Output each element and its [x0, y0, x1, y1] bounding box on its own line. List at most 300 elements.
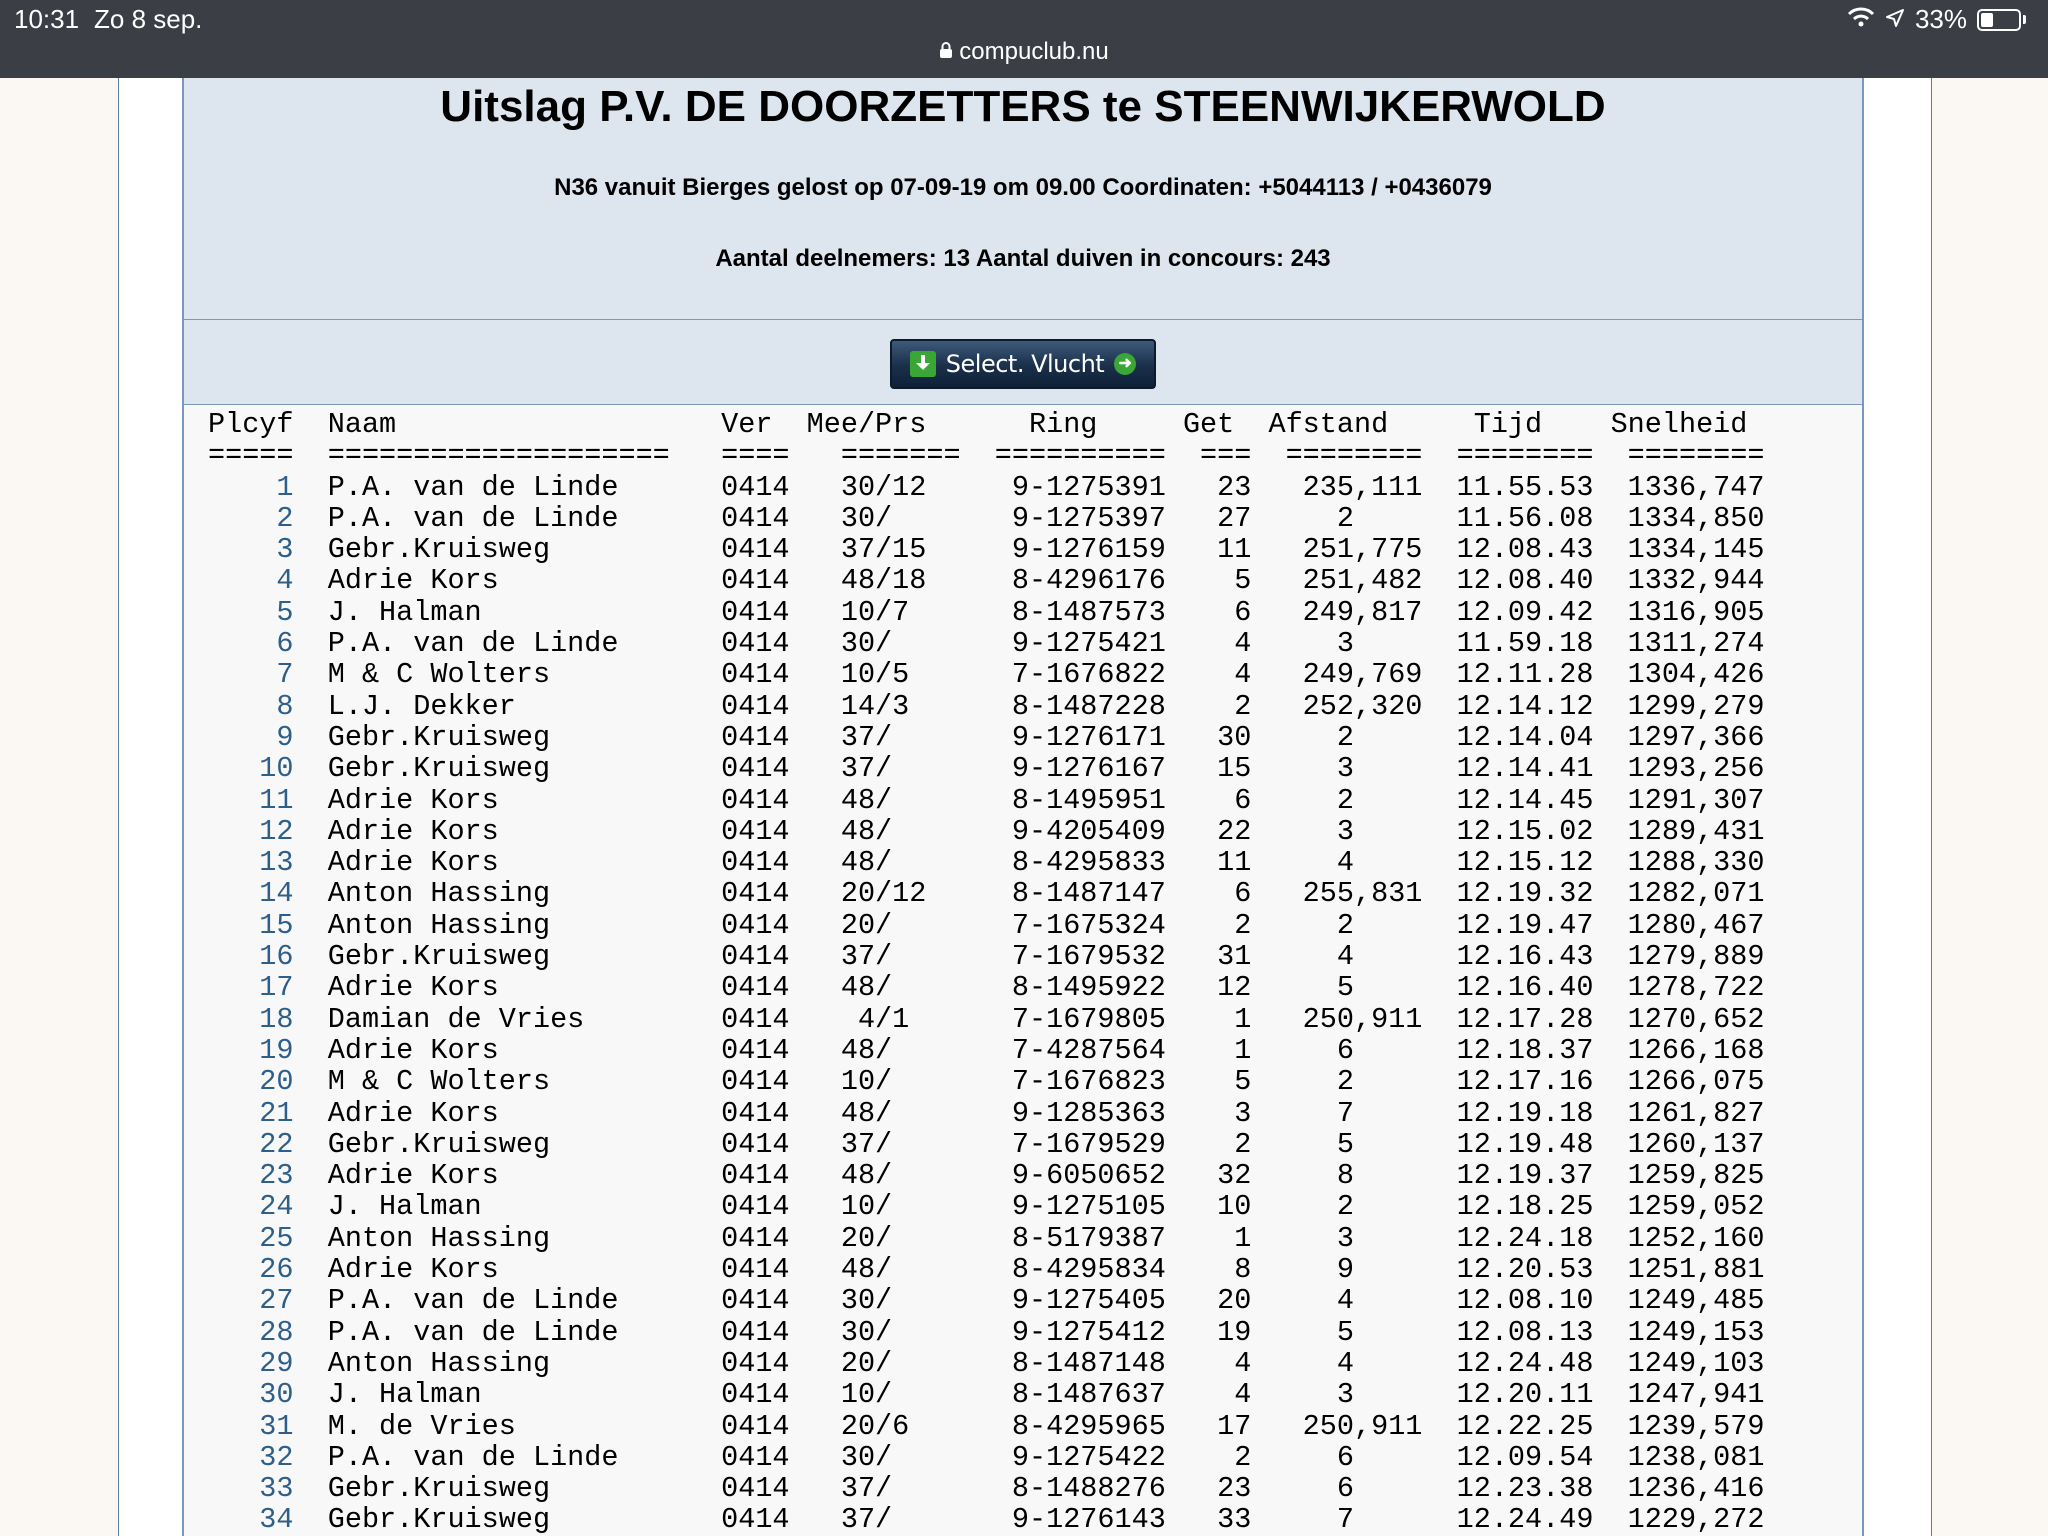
fancier-name: J. Halman — [327, 595, 670, 629]
club-number: 0414 — [721, 1190, 790, 1224]
club-number: 0414 — [721, 752, 790, 786]
entries-prizes: 4/1 — [823, 1002, 961, 1036]
marked-count: 6 — [1200, 595, 1252, 629]
club-number: 0414 — [721, 1002, 790, 1036]
speed: 1259,825 — [1627, 1159, 1765, 1193]
marked-count: 22 — [1200, 814, 1252, 848]
entries-prizes: 10/ — [823, 1190, 961, 1224]
table-header-row — [208, 408, 1747, 441]
table-row — [208, 1441, 1765, 1474]
header-separator: ======== — [1285, 439, 1423, 473]
fancier-name: Gebr.Kruisweg — [327, 752, 670, 786]
table-row — [208, 596, 1765, 629]
fancier-name: P.A. van de Linde — [327, 1440, 670, 1474]
entries-prizes: 37/15 — [823, 533, 961, 567]
distance: 8 — [1285, 1159, 1423, 1193]
club-number: 0414 — [721, 940, 790, 974]
arrival-time: 12.22.25 — [1456, 1409, 1594, 1443]
arrival-time: 12.14.41 — [1456, 752, 1594, 786]
entries-prizes: 37/ — [823, 1503, 961, 1536]
entries-prizes: 37/ — [823, 720, 961, 754]
fancier-name: P.A. van de Linde — [327, 1284, 670, 1318]
distance: 249,769 — [1285, 658, 1423, 692]
table-row — [208, 1347, 1765, 1380]
status-bar — [0, 0, 2048, 78]
entries-prizes: 48/ — [823, 971, 961, 1005]
speed: 1229,272 — [1627, 1503, 1765, 1536]
club-number: 0414 — [721, 533, 790, 567]
ring-number: 9-1276171 — [994, 720, 1166, 754]
ring-number: 9-4205409 — [994, 814, 1166, 848]
fancier-name: J. Halman — [327, 1378, 670, 1412]
club-number: 0414 — [721, 1409, 790, 1443]
column-header: Ver — [721, 408, 773, 441]
participant-counts: Aantal deelnemers: 13 Aantal duiven in concours: 243 — [715, 245, 1331, 272]
ring-number: 8-4295833 — [994, 846, 1166, 880]
club-number: 0414 — [721, 501, 790, 535]
club-number: 0414 — [721, 1159, 790, 1193]
arrival-time: 12.19.48 — [1456, 1127, 1594, 1161]
arrival-time: 12.18.25 — [1456, 1190, 1594, 1224]
speed: 1291,307 — [1627, 783, 1765, 817]
speed: 1299,279 — [1627, 689, 1765, 723]
header-separator: ======= — [823, 439, 961, 473]
speed: 1247,941 — [1627, 1378, 1765, 1412]
distance: 3 — [1285, 1378, 1423, 1412]
arrow-right-icon: ➜ — [1114, 353, 1136, 375]
marked-count: 4 — [1200, 1378, 1252, 1412]
address-bar[interactable] — [0, 38, 2048, 66]
entries-prizes: 30/12 — [823, 470, 961, 504]
club-number: 0414 — [721, 627, 790, 661]
speed: 1336,747 — [1627, 470, 1765, 504]
button-bar — [182, 320, 1864, 406]
table-row — [208, 1065, 1765, 1098]
marked-count: 2 — [1200, 689, 1252, 723]
arrival-time: 12.23.38 — [1456, 1472, 1594, 1506]
fancier-name: Gebr.Kruisweg — [327, 533, 670, 567]
fancier-name: Adrie Kors — [327, 1159, 670, 1193]
table-row — [208, 1284, 1765, 1317]
marked-count: 10 — [1200, 1190, 1252, 1224]
ring-number: 8-1487573 — [994, 595, 1166, 629]
marked-count: 17 — [1200, 1409, 1252, 1443]
speed: 1238,081 — [1627, 1440, 1765, 1474]
marked-count: 1 — [1200, 1033, 1252, 1067]
entries-prizes: 48/ — [823, 1033, 961, 1067]
club-number: 0414 — [721, 846, 790, 880]
entries-prizes: 20/6 — [823, 1409, 961, 1443]
ring-number: 9-1285363 — [994, 1096, 1166, 1130]
distance: 4 — [1285, 1346, 1423, 1380]
club-number: 0414 — [721, 877, 790, 911]
entries-prizes: 20/12 — [823, 877, 961, 911]
fancier-name: L.J. Dekker — [327, 689, 670, 723]
place-number: 12 — [208, 814, 294, 848]
arrival-time: 12.11.28 — [1456, 658, 1594, 692]
fancier-name: Adrie Kors — [327, 1096, 670, 1130]
club-number: 0414 — [721, 783, 790, 817]
entries-prizes: 30/ — [823, 501, 961, 535]
arrival-time: 12.24.18 — [1456, 1221, 1594, 1255]
arrival-time: 11.56.08 — [1456, 501, 1594, 535]
marked-count: 15 — [1200, 752, 1252, 786]
table-row — [208, 1128, 1765, 1161]
marked-count: 3 — [1200, 1096, 1252, 1130]
header-separator: ==================== — [327, 439, 670, 473]
club-number: 0414 — [721, 908, 790, 942]
column-header: Snelheid — [1610, 408, 1748, 441]
marked-count: 32 — [1200, 1159, 1252, 1193]
arrival-time: 12.14.45 — [1456, 783, 1594, 817]
place-number: 2 — [208, 501, 294, 535]
ring-number: 8-1487637 — [994, 1378, 1166, 1412]
column-header: Afstand — [1268, 408, 1406, 441]
distance: 4 — [1285, 846, 1423, 880]
arrival-time: 12.14.04 — [1456, 720, 1594, 754]
ring-number: 8-4295965 — [994, 1409, 1166, 1443]
place-number: 27 — [208, 1284, 294, 1318]
entries-prizes: 20/ — [823, 1346, 961, 1380]
arrival-time: 12.08.13 — [1456, 1315, 1594, 1349]
results-header — [182, 78, 1864, 321]
place-number: 3 — [208, 533, 294, 567]
speed: 1304,426 — [1627, 658, 1765, 692]
speed: 1266,075 — [1627, 1065, 1765, 1099]
marked-count: 6 — [1200, 877, 1252, 911]
arrival-time: 12.09.54 — [1456, 1440, 1594, 1474]
ring-number: 8-1487147 — [994, 877, 1166, 911]
arrival-time: 12.18.37 — [1456, 1033, 1594, 1067]
club-number: 0414 — [721, 1315, 790, 1349]
distance: 2 — [1285, 1065, 1423, 1099]
entries-prizes: 30/ — [823, 1284, 961, 1318]
table-row — [208, 471, 1765, 504]
speed: 1279,889 — [1627, 940, 1765, 974]
entries-prizes: 10/7 — [823, 595, 961, 629]
distance: 250,911 — [1285, 1002, 1423, 1036]
place-number: 32 — [208, 1440, 294, 1474]
place-number: 8 — [208, 689, 294, 723]
table-row — [208, 721, 1765, 754]
marked-count: 11 — [1200, 533, 1252, 567]
place-number: 14 — [208, 877, 294, 911]
speed: 1288,330 — [1627, 846, 1765, 880]
arrival-time: 12.20.11 — [1456, 1378, 1594, 1412]
distance: 252,320 — [1285, 689, 1423, 723]
ring-number: 7-1676823 — [994, 1065, 1166, 1099]
club-number: 0414 — [721, 720, 790, 754]
place-number: 11 — [208, 783, 294, 817]
distance: 6 — [1285, 1472, 1423, 1506]
distance: 2 — [1285, 1190, 1423, 1224]
distance: 6 — [1285, 1440, 1423, 1474]
fancier-name: Gebr.Kruisweg — [327, 1127, 670, 1161]
marked-count: 2 — [1200, 908, 1252, 942]
fancier-name: Anton Hassing — [327, 877, 670, 911]
ring-number: 7-4287564 — [994, 1033, 1166, 1067]
speed: 1293,256 — [1627, 752, 1765, 786]
table-row — [208, 1253, 1765, 1286]
header-separator: ==== — [721, 439, 790, 473]
distance: 2 — [1285, 720, 1423, 754]
speed: 1239,579 — [1627, 1409, 1765, 1443]
place-number: 19 — [208, 1033, 294, 1067]
marked-count: 4 — [1200, 1346, 1252, 1380]
club-number: 0414 — [721, 1346, 790, 1380]
table-row — [208, 1034, 1765, 1067]
speed: 1249,103 — [1627, 1346, 1765, 1380]
place-number: 1 — [208, 470, 294, 504]
fancier-name: Adrie Kors — [327, 1253, 670, 1287]
place-number: 18 — [208, 1002, 294, 1036]
marked-count: 8 — [1200, 1253, 1252, 1287]
speed: 1252,160 — [1627, 1221, 1765, 1255]
speed: 1289,431 — [1627, 814, 1765, 848]
fancier-name: Adrie Kors — [327, 564, 670, 598]
entries-prizes: 37/ — [823, 940, 961, 974]
arrival-time: 12.17.28 — [1456, 1002, 1594, 1036]
speed: 1334,145 — [1627, 533, 1765, 567]
entries-prizes: 10/5 — [823, 658, 961, 692]
marked-count: 11 — [1200, 846, 1252, 880]
ring-number: 8-1495922 — [994, 971, 1166, 1005]
table-row — [208, 658, 1765, 691]
table-row — [208, 502, 1765, 535]
select-flight-label: Select. Vlucht — [945, 350, 1105, 378]
ring-number: 7-1676822 — [994, 658, 1166, 692]
battery-percentage: 33% — [1914, 4, 1967, 34]
distance: 3 — [1285, 627, 1423, 661]
ring-number: 9-1275421 — [994, 627, 1166, 661]
speed: 1278,722 — [1627, 971, 1765, 1005]
ring-number: 9-1276143 — [994, 1503, 1166, 1536]
club-number: 0414 — [721, 658, 790, 692]
table-row — [208, 1003, 1765, 1036]
table-row — [208, 846, 1765, 879]
speed: 1259,052 — [1627, 1190, 1765, 1224]
ring-number: 7-1679805 — [994, 1002, 1166, 1036]
lock-icon — [939, 38, 953, 66]
distance: 5 — [1285, 1315, 1423, 1349]
arrival-time: 12.08.43 — [1456, 533, 1594, 567]
club-number: 0414 — [721, 971, 790, 1005]
fancier-name: Gebr.Kruisweg — [327, 1503, 670, 1536]
place-number: 10 — [208, 752, 294, 786]
place-number: 9 — [208, 720, 294, 754]
arrival-time: 12.20.53 — [1456, 1253, 1594, 1287]
arrival-time: 12.08.10 — [1456, 1284, 1594, 1318]
separator-row — [208, 439, 1765, 472]
select-flight-button[interactable] — [890, 339, 1156, 389]
distance: 251,775 — [1285, 533, 1423, 567]
table-row — [208, 940, 1765, 973]
arrival-time: 12.19.37 — [1456, 1159, 1594, 1193]
place-number: 20 — [208, 1065, 294, 1099]
table-row — [208, 815, 1765, 848]
arrival-time: 12.24.49 — [1456, 1503, 1594, 1536]
distance: 7 — [1285, 1503, 1423, 1536]
place-number: 17 — [208, 971, 294, 1005]
speed: 1251,881 — [1627, 1253, 1765, 1287]
place-number: 28 — [208, 1315, 294, 1349]
entries-prizes: 48/ — [823, 1253, 961, 1287]
ring-number: 9-1275391 — [994, 470, 1166, 504]
arrival-time: 12.14.12 — [1456, 689, 1594, 723]
place-number: 5 — [208, 595, 294, 629]
table-row — [208, 909, 1765, 942]
header-separator: === — [1200, 439, 1252, 473]
header-separator: ======== — [1627, 439, 1765, 473]
club-number: 0414 — [721, 1221, 790, 1255]
marked-count: 23 — [1200, 1472, 1252, 1506]
club-number: 0414 — [721, 1284, 790, 1318]
fancier-name: Gebr.Kruisweg — [327, 1472, 670, 1506]
page-title: Uitslag P.V. DE DOORZETTERS te STEENWIJKERWOLD — [440, 82, 1606, 131]
marked-count: 20 — [1200, 1284, 1252, 1318]
header-separator: ===== — [208, 439, 294, 473]
fancier-name: Adrie Kors — [327, 971, 670, 1005]
entries-prizes: 37/ — [823, 1127, 961, 1161]
fancier-name: Adrie Kors — [327, 846, 670, 880]
fancier-name: M. de Vries — [327, 1409, 670, 1443]
battery-icon — [1977, 9, 2021, 31]
arrival-time: 11.59.18 — [1456, 627, 1594, 661]
entries-prizes: 37/ — [823, 752, 961, 786]
marked-count: 19 — [1200, 1315, 1252, 1349]
fancier-name: M & C Wolters — [327, 658, 670, 692]
header-separator: ======== — [1456, 439, 1594, 473]
club-number: 0414 — [721, 1253, 790, 1287]
fancier-name: Anton Hassing — [327, 1221, 670, 1255]
arrival-time: 12.09.42 — [1456, 595, 1594, 629]
place-number: 15 — [208, 908, 294, 942]
ring-number: 9-1275105 — [994, 1190, 1166, 1224]
club-number: 0414 — [721, 1503, 790, 1536]
entries-prizes: 48/ — [823, 1096, 961, 1130]
place-number: 7 — [208, 658, 294, 692]
place-number: 23 — [208, 1159, 294, 1193]
results-listing — [208, 409, 1765, 1536]
ring-number: 9-1276167 — [994, 752, 1166, 786]
club-number: 0414 — [721, 1096, 790, 1130]
ring-number: 8-1487148 — [994, 1346, 1166, 1380]
club-number: 0414 — [721, 595, 790, 629]
distance: 3 — [1285, 752, 1423, 786]
arrival-time: 12.19.18 — [1456, 1096, 1594, 1130]
speed: 1297,366 — [1627, 720, 1765, 754]
distance: 3 — [1285, 814, 1423, 848]
column-header: Tijd — [1439, 408, 1577, 441]
arrival-time: 12.17.16 — [1456, 1065, 1594, 1099]
fancier-name: Gebr.Kruisweg — [327, 940, 670, 974]
place-number: 16 — [208, 940, 294, 974]
marked-count: 1 — [1200, 1221, 1252, 1255]
status-date: Zo 8 sep. — [94, 4, 203, 34]
club-number: 0414 — [721, 470, 790, 504]
fancier-name: Anton Hassing — [327, 908, 670, 942]
ring-number: 8-1488276 — [994, 1472, 1166, 1506]
marked-count: 1 — [1200, 1002, 1252, 1036]
distance: 2 — [1285, 501, 1423, 535]
distance: 2 — [1285, 783, 1423, 817]
entries-prizes: 20/ — [823, 908, 961, 942]
place-number: 13 — [208, 846, 294, 880]
club-number: 0414 — [721, 1065, 790, 1099]
place-number: 33 — [208, 1472, 294, 1506]
club-number: 0414 — [721, 1033, 790, 1067]
speed: 1334,850 — [1627, 501, 1765, 535]
speed: 1316,905 — [1627, 595, 1765, 629]
marked-count: 5 — [1200, 564, 1252, 598]
arrival-time: 12.19.47 — [1456, 908, 1594, 942]
fancier-name: Damian de Vries — [327, 1002, 670, 1036]
marked-count: 31 — [1200, 940, 1252, 974]
table-row — [208, 877, 1765, 910]
marked-count: 12 — [1200, 971, 1252, 1005]
distance: 5 — [1285, 1127, 1423, 1161]
table-row — [208, 1097, 1765, 1130]
wifi-icon — [1847, 4, 1875, 35]
speed: 1270,652 — [1627, 1002, 1765, 1036]
place-number: 24 — [208, 1190, 294, 1224]
table-row — [208, 971, 1765, 1004]
marked-count: 4 — [1200, 658, 1252, 692]
speed: 1280,467 — [1627, 908, 1765, 942]
distance: 235,111 — [1285, 470, 1423, 504]
speed: 1249,485 — [1627, 1284, 1765, 1318]
ring-number: 9-1275397 — [994, 501, 1166, 535]
speed: 1282,071 — [1627, 877, 1765, 911]
arrival-time: 12.24.48 — [1456, 1346, 1594, 1380]
speed: 1249,153 — [1627, 1315, 1765, 1349]
arrival-time: 11.55.53 — [1456, 470, 1594, 504]
distance: 2 — [1285, 908, 1423, 942]
place-number: 31 — [208, 1409, 294, 1443]
entries-prizes: 10/ — [823, 1378, 961, 1412]
marked-count: 2 — [1200, 1127, 1252, 1161]
distance: 7 — [1285, 1096, 1423, 1130]
ring-number: 8-4295834 — [994, 1253, 1166, 1287]
ring-number: 7-1679529 — [994, 1127, 1166, 1161]
entries-prizes: 10/ — [823, 1065, 961, 1099]
column-header: Get — [1182, 408, 1235, 441]
distance: 255,831 — [1285, 877, 1423, 911]
club-number: 0414 — [721, 1127, 790, 1161]
place-number: 29 — [208, 1346, 294, 1380]
distance: 250,911 — [1285, 1409, 1423, 1443]
speed: 1311,274 — [1627, 627, 1765, 661]
entries-prizes: 20/ — [823, 1221, 961, 1255]
distance: 3 — [1285, 1221, 1423, 1255]
club-number: 0414 — [721, 1440, 790, 1474]
table-row — [208, 627, 1765, 660]
table-row — [208, 1190, 1765, 1223]
table-row — [208, 1222, 1765, 1255]
table-row — [208, 784, 1765, 817]
fancier-name: J. Halman — [327, 1190, 670, 1224]
arrival-time: 12.16.43 — [1456, 940, 1594, 974]
table-row — [208, 1316, 1765, 1349]
entries-prizes: 30/ — [823, 1315, 961, 1349]
arrival-time: 12.08.40 — [1456, 564, 1594, 598]
fancier-name: Adrie Kors — [327, 814, 670, 848]
column-header: Mee/Prs — [806, 408, 944, 441]
column-header: Plcyf — [208, 408, 294, 441]
marked-count: 30 — [1200, 720, 1252, 754]
place-number: 34 — [208, 1503, 294, 1536]
distance: 6 — [1285, 1033, 1423, 1067]
